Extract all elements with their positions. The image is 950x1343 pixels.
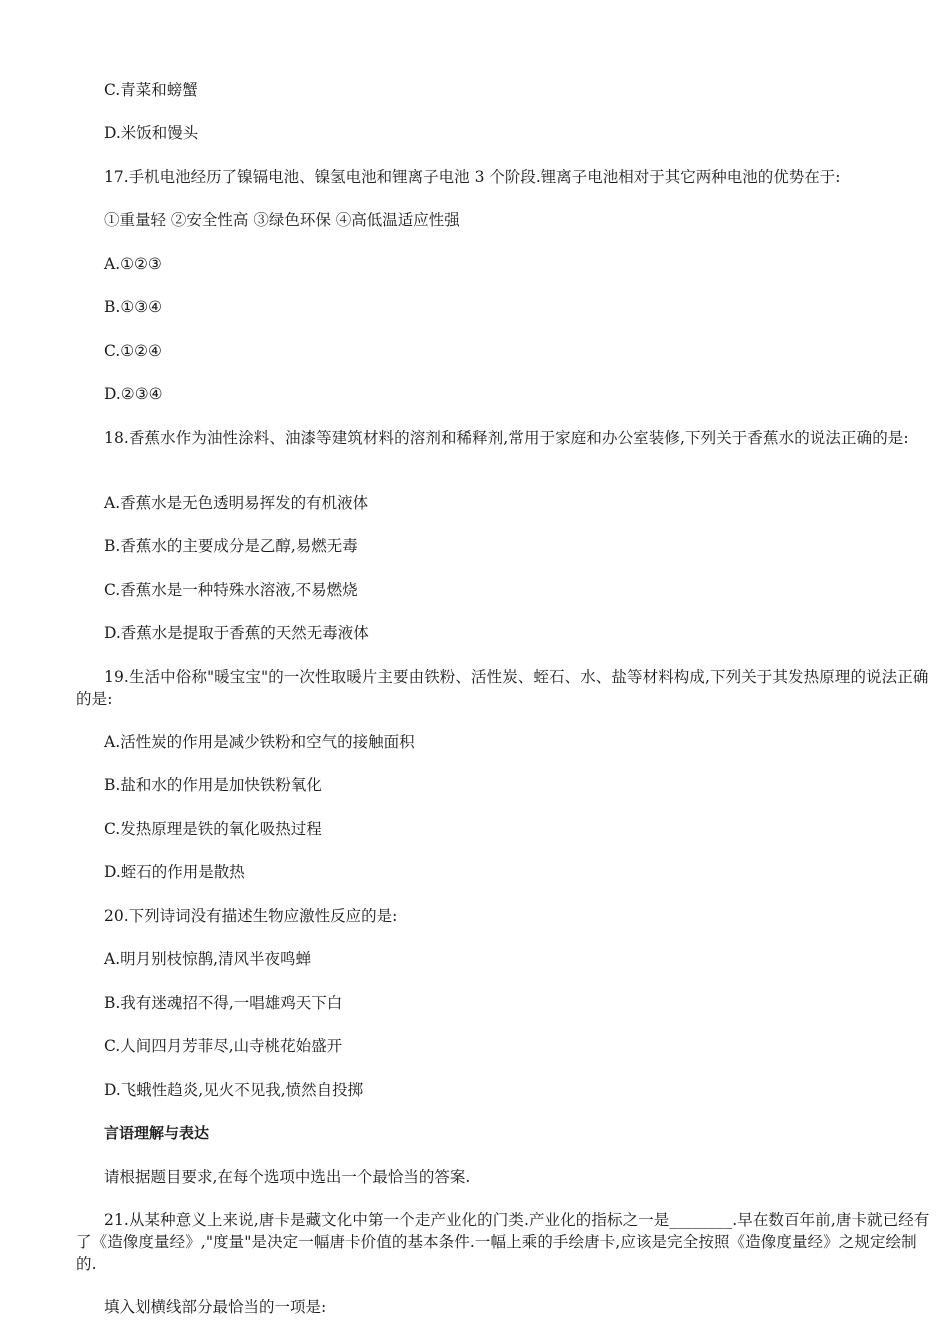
option-a-q17: A.①②③	[104, 255, 162, 273]
question-17: 17.手机电池经历了镍镉电池、镍氢电池和锂离子电池 3 个阶段.锂离子电池相对于其它两种电池的优势在于:	[104, 168, 841, 186]
option-c-q16: C.青菜和螃蟹	[104, 81, 198, 99]
option-b-q19: B.盐和水的作用是加快铁粉氧化	[104, 776, 322, 794]
question-21: 21.从某种意义上来说,唐卡是藏文化中第一个走产业化的门类.产业化的指标之一是________.早在数百年前,唐卡就已经有了《造像度量经》,"度量"是决定一幅唐卡价值的基本条件.一幅上乘的手绘唐卡,应该是完全按照《造像度量经》之规定绘制的.	[76, 1211, 930, 1273]
question-20: 20.下列诗词没有描述生物应激性反应的是:	[104, 907, 398, 925]
option-b-q20: B.我有迷魂招不得,一唱雄鸡天下白	[104, 994, 343, 1012]
option-c-q17: C.①②④	[104, 342, 162, 360]
question-21-prompt: 填入划横线部分最恰当的一项是:	[104, 1298, 327, 1316]
option-c-q20: C.人间四月芳菲尽,山寺桃花始盛开	[104, 1037, 343, 1055]
option-d-q19: D.蛭石的作用是散热	[104, 863, 245, 881]
option-a-q19: A.活性炭的作用是减少铁粉和空气的接触面积	[104, 733, 415, 751]
question-17-statements: ①重量轻 ②安全性高 ③绿色环保 ④高低温适应性强	[104, 211, 460, 229]
option-b-q17: B.①③④	[104, 298, 163, 316]
option-c-q18: C.香蕉水是一种特殊水溶液,不易燃烧	[104, 581, 358, 599]
option-d-q20: D.飞蛾性趋炎,见火不见我,愤然自投掷	[104, 1081, 364, 1099]
option-d-q16: D.米饭和馒头	[104, 124, 199, 142]
section-instruction: 请根据题目要求,在每个选项中选出一个最恰当的答案.	[104, 1168, 471, 1186]
option-a-q20: A.明月别枝惊鹊,清风半夜鸣蝉	[104, 950, 312, 968]
option-d-q18: D.香蕉水是提取于香蕉的天然无毒液体	[104, 624, 369, 642]
option-b-q18: B.香蕉水的主要成分是乙醇,易燃无毒	[104, 537, 358, 555]
option-a-q18: A.香蕉水是无色透明易挥发的有机液体	[104, 494, 369, 512]
section-heading: 言语理解与表达	[104, 1124, 210, 1142]
option-d-q17: D.②③④	[104, 385, 163, 403]
option-c-q19: C.发热原理是铁的氧化吸热过程	[104, 820, 322, 838]
question-19: 19.生活中俗称"暖宝宝"的一次性取暖片主要由铁粉、活性炭、蛭石、水、盐等材料构成,下列关于其发热原理的说法正确的是:	[76, 668, 929, 708]
question-18: 18.香蕉水作为油性涂料、油漆等建筑材料的溶剂和稀释剂,常用于家庭和办公室装修,下列关于香蕉水的说法正确的是:	[104, 429, 909, 447]
